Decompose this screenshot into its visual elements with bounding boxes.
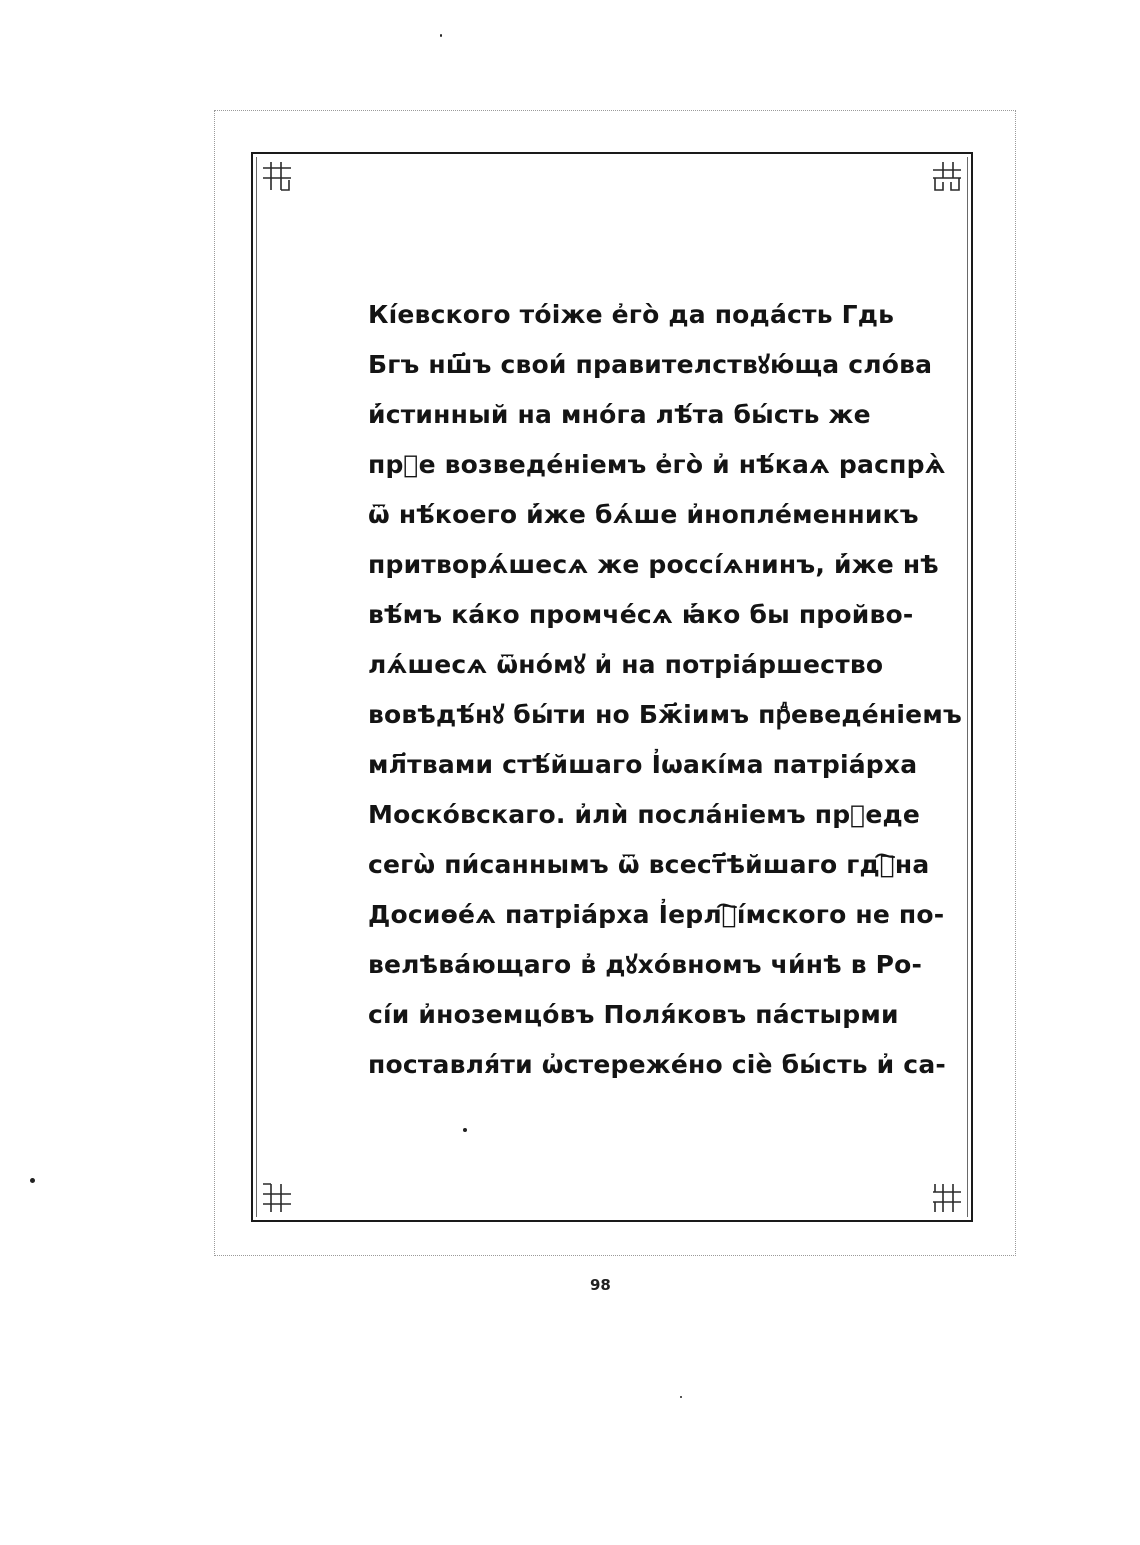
text-line: Моско́вскаго. и҆лѝ посла́ніемъ прⷣеде [368, 800, 921, 829]
scan-speck [680, 1396, 682, 1398]
body-text [368, 290, 962, 1090]
text-line: поставля́ти ѡ҆стереже́но сіѐ бы́сть и҆ са- [368, 1050, 946, 1079]
scan-speck [30, 1178, 35, 1183]
text-line: сі́и и҆ноземцо́въ Поля́ковъ па́стырми [368, 1000, 899, 1029]
text-line: мл҃твами стѣ́йшаго І҆ѡакі́ма патріа́рха [368, 750, 918, 779]
text-line: прⷣе возведе́ніемъ е҆го̀ и҆ нѣ́каѧ распрѧ̀ [368, 450, 946, 479]
corner-ornament-icon [929, 158, 965, 194]
page-number: 98 [590, 1276, 611, 1294]
text-line: вѣ́мъ ка́ко промче́сѧ ꙗ҆́ко бы пройво- [368, 600, 914, 629]
text-line: лѧ́шесѧ ѿно́мꙋ и҆ на потріа́ршество [368, 650, 884, 679]
text-line: и҆́стинный на мно́га лѣ́та бы́сть же [368, 400, 871, 429]
text-line: Кі́евского то́іже е҆го̀ да пода́сть Гдь [368, 300, 895, 329]
corner-ornament-icon [929, 1180, 965, 1216]
scan-speck [463, 1128, 467, 1132]
text-line: ѿ нѣ́коего и҆́же бѧ́ше и҆нопле́менникъ [368, 500, 919, 529]
text-line: велѣва́ющаго в҆ дꙋхо́вномъ чи́нѣ в Ро- [368, 950, 923, 979]
text-line: Бгъ нш҃ъ свои́ правителствꙋю́ща сло́ва [368, 350, 933, 379]
corner-ornament-icon [259, 158, 295, 194]
text-line: вовѣдѣ́нꙋ бы́ти но Бж҃іимъ прⷣеведе́ніемъ [368, 700, 962, 729]
scan-speck [440, 34, 442, 37]
text-line: Досиѳе́ѧ патріа́рха І҆ерлⷭ҇і́мского не по- [368, 900, 945, 929]
text-line: сегѡ̀ пи́саннымъ ѿ всест҃ѣйшаго гдⷭ҇на [368, 850, 930, 879]
text-line: притворѧ́шесѧ же россі́ѧнинъ, и҆́же нѣ [368, 550, 939, 579]
corner-ornament-icon [259, 1180, 295, 1216]
